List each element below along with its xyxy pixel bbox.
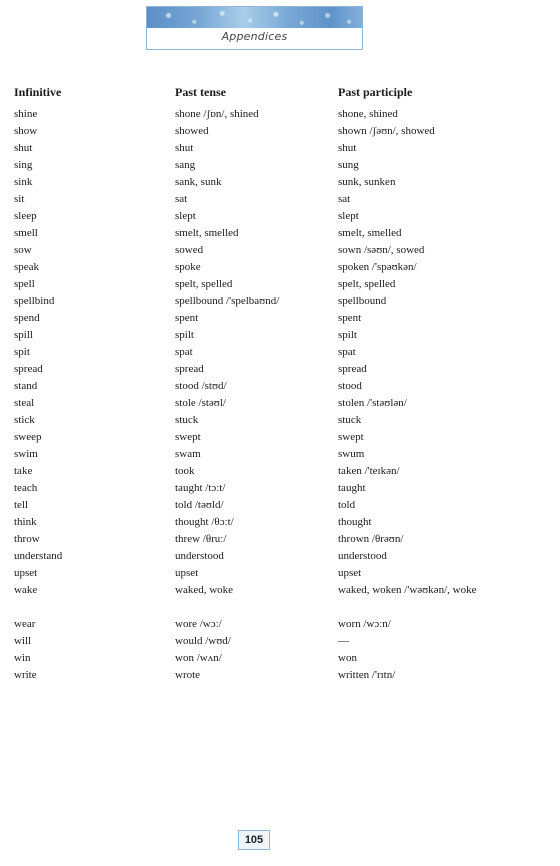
past-participle-cell: spread xyxy=(338,363,367,375)
table-row xyxy=(0,531,560,548)
past-tense-cell: sat xyxy=(175,193,188,205)
table-row xyxy=(0,446,560,463)
past-participle-cell: spellbound xyxy=(338,295,387,307)
infinitive-cell: stand xyxy=(14,380,38,392)
table-row xyxy=(0,123,560,140)
table-row xyxy=(0,616,560,633)
past-tense-cell: spelt, spelled xyxy=(175,278,233,290)
past-tense-cell: stole /stəʊl/ xyxy=(175,397,226,409)
infinitive-cell: wear xyxy=(14,618,36,630)
past-tense-cell: smelt, smelled xyxy=(175,227,239,239)
infinitive-cell: spend xyxy=(14,312,40,324)
past-tense-cell: spent xyxy=(175,312,199,324)
past-participle-cell: spent xyxy=(338,312,362,324)
past-participle-cell: spelt, spelled xyxy=(338,278,396,290)
past-tense-cell: spellbound /'spelbaʊnd/ xyxy=(175,295,280,307)
past-participle-cell: spoken /'spəʊkən/ xyxy=(338,261,417,273)
past-participle-cell: spilt xyxy=(338,329,357,341)
past-tense-cell: told /təʊld/ xyxy=(175,499,224,511)
past-tense-cell: understood xyxy=(175,550,224,562)
infinitive-cell: spill xyxy=(14,329,33,341)
past-tense-cell: wore /wɔː/ xyxy=(175,618,222,630)
past-tense-cell: shone /ʃɒn/, shined xyxy=(175,108,259,120)
past-tense-cell: wrote xyxy=(175,669,201,681)
infinitive-cell: think xyxy=(14,516,37,528)
table-row xyxy=(0,667,560,684)
past-participle-cell: spat xyxy=(338,346,356,358)
table-row xyxy=(0,259,560,276)
verb-table xyxy=(0,106,560,684)
table-row xyxy=(0,480,560,497)
past-participle-cell: smelt, smelled xyxy=(338,227,402,239)
column-header-infinitive: Infinitive xyxy=(14,85,62,99)
infinitive-cell: sit xyxy=(14,193,25,205)
past-participle-cell: sunk, sunken xyxy=(338,176,396,188)
past-participle-cell: understood xyxy=(338,550,387,562)
table-row xyxy=(0,429,560,446)
infinitive-cell: wake xyxy=(14,584,38,596)
past-participle-cell: slept xyxy=(338,210,359,222)
table-row xyxy=(0,361,560,378)
past-tense-cell: won /wʌn/ xyxy=(175,652,222,664)
table-row xyxy=(0,565,560,582)
past-participle-cell: taken /'teɪkən/ xyxy=(338,465,400,477)
infinitive-cell: swim xyxy=(14,448,38,460)
past-participle-cell: stuck xyxy=(338,414,362,426)
infinitive-cell: upset xyxy=(14,567,38,579)
past-tense-cell: spilt xyxy=(175,329,194,341)
past-participle-cell: written /'rɪtn/ xyxy=(338,669,396,681)
past-tense-cell: threw /θruː/ xyxy=(175,533,227,545)
past-participle-cell: swept xyxy=(338,431,364,443)
past-tense-cell: sang xyxy=(175,159,196,171)
infinitive-cell: sing xyxy=(14,159,33,171)
past-participle-cell: thought xyxy=(338,516,372,528)
past-tense-cell: took xyxy=(175,465,195,477)
infinitive-cell: spellbind xyxy=(14,295,55,307)
past-tense-cell: spread xyxy=(175,363,204,375)
past-tense-cell: slept xyxy=(175,210,196,222)
table-row xyxy=(0,293,560,310)
past-participle-cell: sat xyxy=(338,193,351,205)
table-row xyxy=(0,378,560,395)
infinitive-cell: sweep xyxy=(14,431,42,443)
infinitive-cell: sow xyxy=(14,244,32,256)
past-tense-cell: taught /tɔːt/ xyxy=(175,482,226,494)
page-number: 105 xyxy=(238,830,270,850)
past-participle-cell: waked, woken /'wəʊkən/, woke xyxy=(338,584,477,596)
past-participle-cell: — xyxy=(338,635,349,647)
table-row xyxy=(0,310,560,327)
past-participle-cell: shown /ʃəʊn/, showed xyxy=(338,125,435,137)
past-tense-cell: sank, sunk xyxy=(175,176,222,188)
infinitive-cell: smell xyxy=(14,227,38,239)
past-tense-cell: shut xyxy=(175,142,194,154)
table-row xyxy=(0,395,560,412)
past-participle-cell: told xyxy=(338,499,356,511)
infinitive-cell: spread xyxy=(14,363,43,375)
infinitive-cell: sleep xyxy=(14,210,37,222)
table-row xyxy=(0,157,560,174)
infinitive-cell: will xyxy=(14,635,32,647)
table-row xyxy=(0,582,560,616)
past-participle-cell: upset xyxy=(338,567,362,579)
table-row xyxy=(0,548,560,565)
column-header-past-tense: Past tense xyxy=(175,85,226,99)
table-row xyxy=(0,174,560,191)
past-tense-cell: swept xyxy=(175,431,201,443)
column-header-past-participle: Past participle xyxy=(338,85,413,99)
infinitive-cell: take xyxy=(14,465,33,477)
infinitive-cell: sink xyxy=(14,176,33,188)
table-row xyxy=(0,140,560,157)
past-participle-cell: swum xyxy=(338,448,365,460)
table-row xyxy=(0,344,560,361)
past-participle-cell: shut xyxy=(338,142,357,154)
running-header xyxy=(146,6,363,50)
table-row xyxy=(0,463,560,480)
past-tense-cell: waked, woke xyxy=(175,584,234,596)
past-tense-cell: spat xyxy=(175,346,193,358)
table-row xyxy=(0,327,560,344)
past-tense-cell: stood /stʊd/ xyxy=(175,380,227,392)
past-participle-cell: sung xyxy=(338,159,359,171)
header-title: Appendices xyxy=(221,30,288,43)
table-row xyxy=(0,514,560,531)
infinitive-cell: shine xyxy=(14,108,38,120)
table-row xyxy=(0,242,560,259)
past-participle-cell: sown /səʊn/, sowed xyxy=(338,244,425,256)
infinitive-cell: spell xyxy=(14,278,35,290)
table-row xyxy=(0,106,560,123)
infinitive-cell: speak xyxy=(14,261,40,273)
infinitive-cell: teach xyxy=(14,482,38,494)
past-participle-cell: won xyxy=(338,652,357,664)
table-row xyxy=(0,276,560,293)
past-participle-cell: worn /wɔːn/ xyxy=(338,618,391,630)
past-tense-cell: thought /θɔːt/ xyxy=(175,516,234,528)
infinitive-cell: stick xyxy=(14,414,35,426)
infinitive-cell: spit xyxy=(14,346,30,358)
past-tense-cell: would /wʊd/ xyxy=(175,635,231,647)
past-tense-cell: spoke xyxy=(175,261,201,273)
past-tense-cell: stuck xyxy=(175,414,199,426)
past-participle-cell: shone, shined xyxy=(338,108,398,120)
infinitive-cell: throw xyxy=(14,533,40,545)
past-participle-cell: stood xyxy=(338,380,362,392)
infinitive-cell: steal xyxy=(14,397,35,409)
infinitive-cell: show xyxy=(14,125,38,137)
past-tense-cell: showed xyxy=(175,125,209,137)
past-participle-cell: thrown /θrəʊn/ xyxy=(338,533,404,545)
past-tense-cell: upset xyxy=(175,567,199,579)
past-participle-cell: taught xyxy=(338,482,366,494)
past-tense-cell: swam xyxy=(175,448,201,460)
table-row xyxy=(0,208,560,225)
table-row xyxy=(0,225,560,242)
table-row xyxy=(0,650,560,667)
infinitive-cell: shut xyxy=(14,142,33,154)
table-row xyxy=(0,497,560,514)
infinitive-cell: write xyxy=(14,669,37,681)
table-row xyxy=(0,633,560,650)
past-participle-cell: stolen /'stəʊlən/ xyxy=(338,397,407,409)
header-decorative-band xyxy=(147,7,362,28)
table-row xyxy=(0,412,560,429)
infinitive-cell: win xyxy=(14,652,31,664)
past-tense-cell: sowed xyxy=(175,244,204,256)
table-row xyxy=(0,191,560,208)
infinitive-cell: understand xyxy=(14,550,63,562)
infinitive-cell: tell xyxy=(14,499,29,511)
